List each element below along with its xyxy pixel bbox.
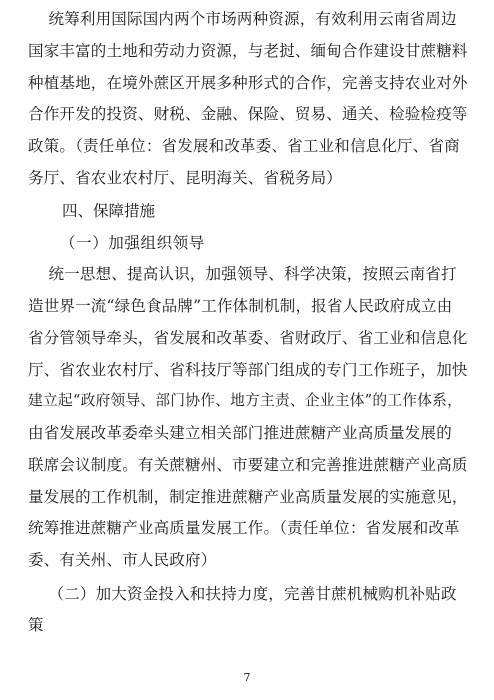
text-line: 政策。（责任单位：省发展和改革委、省工业和信息化厅、省商	[28, 137, 460, 155]
text-line: 策	[28, 616, 44, 634]
subsection-heading: （一）加强组织领导	[60, 234, 205, 252]
text-line: 量发展的工作机制，制定推进蔗糖产业高质量发展的实施意见，	[28, 488, 468, 506]
text-line: 建立起“政府领导、部门协作、地方主责、企业主体”的工作体系，	[28, 392, 463, 409]
text-line: 由省发展改革委牵头建立相关部门推进蔗糖产业高质量发展的	[28, 424, 452, 442]
text-line: （二）加大资金投入和扶持力度，完善甘蔗机械购机补贴政	[28, 585, 457, 603]
text-line: 统一思想、提高认识，加强领导、科学决策，按照云南省打	[28, 265, 457, 283]
section-heading: 四、保障措施	[62, 202, 156, 220]
text-line: 省分管领导牵头，省发展和改革委、省财政厅、省工业和信息化	[28, 329, 468, 347]
text-line: 合作开发的投资、财税、金融、保险、贸易、通关、检验检疫等	[28, 105, 468, 123]
text-line: 统筹利用国际国内两个市场两种资源，有效利用云南省周边	[28, 10, 457, 28]
text-line: 统筹推进蔗糖产业高质量发展工作。（责任单位：省发展和改革	[28, 519, 460, 537]
text-line: 国家丰富的土地和劳动力资源，与老挝、缅甸合作建设甘蔗糖料	[28, 42, 468, 60]
text-line: 厅、省农业农村厅、省科技厅等部门组成的专门工作班子，加快	[28, 361, 468, 379]
text-line: 委、有关州、市人民政府）	[28, 551, 217, 569]
text-line: 务厅、省农业农村厅、昆明海关、省税务局）	[28, 169, 343, 187]
text-line: 联席会议制度。有关蔗糖州、市要建立和完善推进蔗糖产业高质	[28, 456, 468, 474]
text-line: 种植基地，在境外蔗区开展多种形式的合作，完善支持农业对外	[28, 74, 468, 92]
page-number: 7	[243, 671, 251, 684]
text-line: 造世界一流“绿色食品牌”工作体制机制，报省人民政府成立由	[28, 297, 453, 315]
